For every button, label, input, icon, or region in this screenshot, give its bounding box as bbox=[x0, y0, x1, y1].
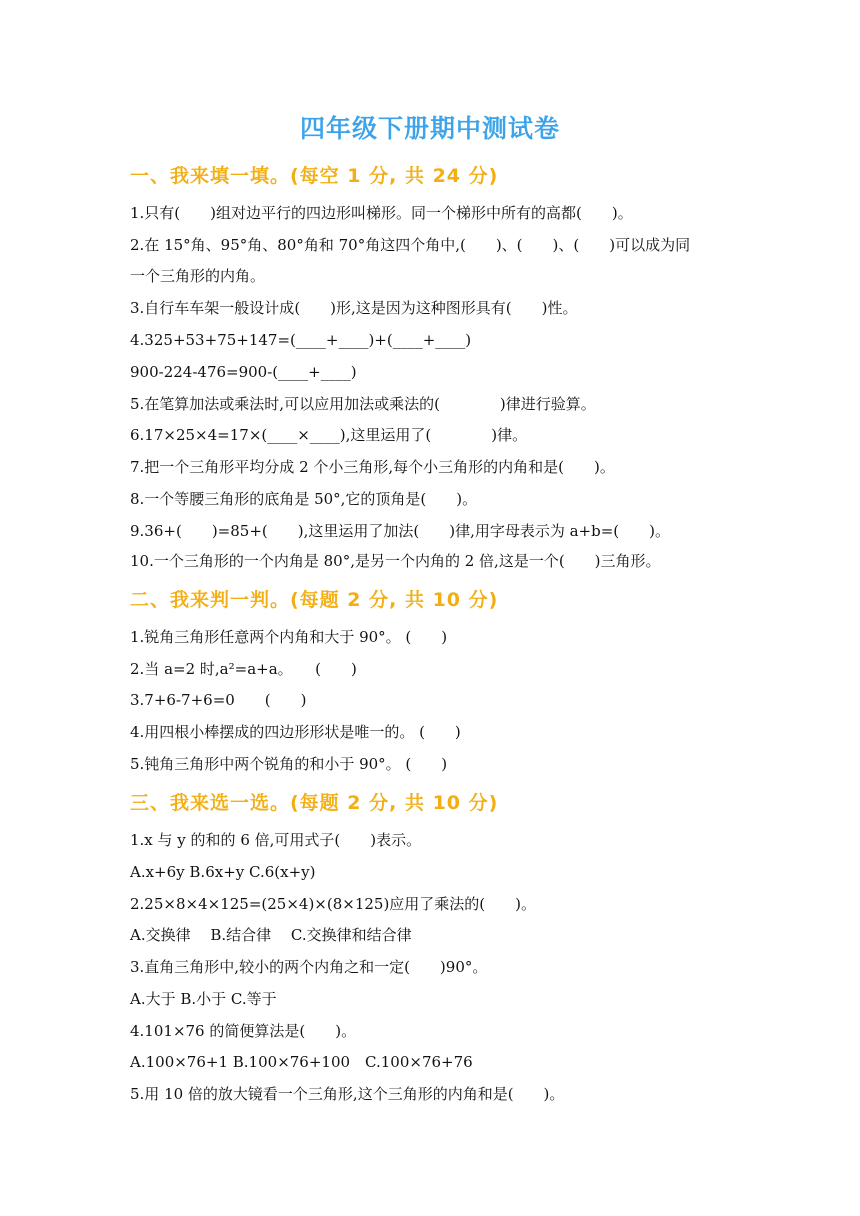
section-heading-choice: 三、我来选一选。(每题 2 分, 共 10 分) bbox=[130, 792, 499, 814]
question-line: 1.锐角三角形任意两个内角和大于 90°。 ( ) bbox=[130, 628, 448, 646]
option-line: A.大于 B.小于 C.等于 bbox=[130, 990, 277, 1008]
question-line: 10.一个三角形的一个内角是 80°,是另一个内角的 2 倍,这是一个( )三角形。 bbox=[130, 552, 661, 570]
question-line: 900-224-476=900-(____+____) bbox=[130, 363, 357, 381]
question-line: 9.36+( )=85+( ),这里运用了加法( )律,用字母表示为 a+b=( )。 bbox=[130, 522, 670, 540]
question-line: 2.在 15°角、95°角、80°角和 70°角这四个角中,( )、( )、( )可以成为同 bbox=[130, 236, 691, 254]
question-line: 2.当 a=2 时,a²=a+a。 ( ) bbox=[130, 660, 357, 678]
question-line: 3.直角三角形中,较小的两个内角之和一定( )90°。 bbox=[130, 958, 488, 976]
section-heading-fill-in: 一、我来填一填。(每空 1 分, 共 24 分) bbox=[130, 165, 499, 187]
option-line: A.x+6y B.6x+y C.6(x+y) bbox=[130, 863, 316, 881]
question-line: 8.一个等腰三角形的底角是 50°,它的顶角是( )。 bbox=[130, 490, 478, 508]
question-line: 1.只有( )组对边平行的四边形叫梯形。同一个梯形中所有的高都( )。 bbox=[130, 204, 633, 222]
section-heading-true-false: 二、我来判一判。(每题 2 分, 共 10 分) bbox=[130, 589, 499, 611]
question-line: 3.自行车车架一般设计成( )形,这是因为这种图形具有( )性。 bbox=[130, 299, 578, 317]
question-line: 2.25×8×4×125=(25×4)×(8×125)应用了乘法的( )。 bbox=[130, 895, 537, 913]
question-line: 5.用 10 倍的放大镜看一个三角形,这个三角形的内角和是( )。 bbox=[130, 1085, 565, 1103]
question-line: 7.把一个三角形平均分成 2 个小三角形,每个小三角形的内角和是( )。 bbox=[130, 458, 615, 476]
question-line: 1.x 与 y 的和的 6 倍,可用式子( )表示。 bbox=[130, 831, 422, 849]
question-line: 3.7+6-7+6=0 ( ) bbox=[130, 691, 307, 709]
page-title: 四年级下册期中测试卷 bbox=[299, 114, 560, 143]
question-line: 4.101×76 的简便算法是( )。 bbox=[130, 1022, 357, 1040]
question-line: 4.325+53+75+147=(____+____)+(____+____) bbox=[130, 331, 472, 349]
question-line: 4.用四根小棒摆成的四边形形状是唯一的。 ( ) bbox=[130, 723, 461, 741]
question-line: 6.17×25×4=17×(____×____),这里运用了( )律。 bbox=[130, 426, 528, 444]
option-line: A.100×76+1 B.100×76+100 C.100×76+76 bbox=[130, 1053, 473, 1071]
question-line: 一个三角形的内角。 bbox=[130, 267, 266, 285]
question-line: 5.在笔算加法或乘法时,可以应用加法或乘法的( )律进行验算。 bbox=[130, 395, 596, 413]
option-line: A.交换律 B.结合律 C.交换律和结合律 bbox=[130, 926, 412, 944]
question-line: 5.钝角三角形中两个锐角的和小于 90°。 ( ) bbox=[130, 755, 448, 773]
